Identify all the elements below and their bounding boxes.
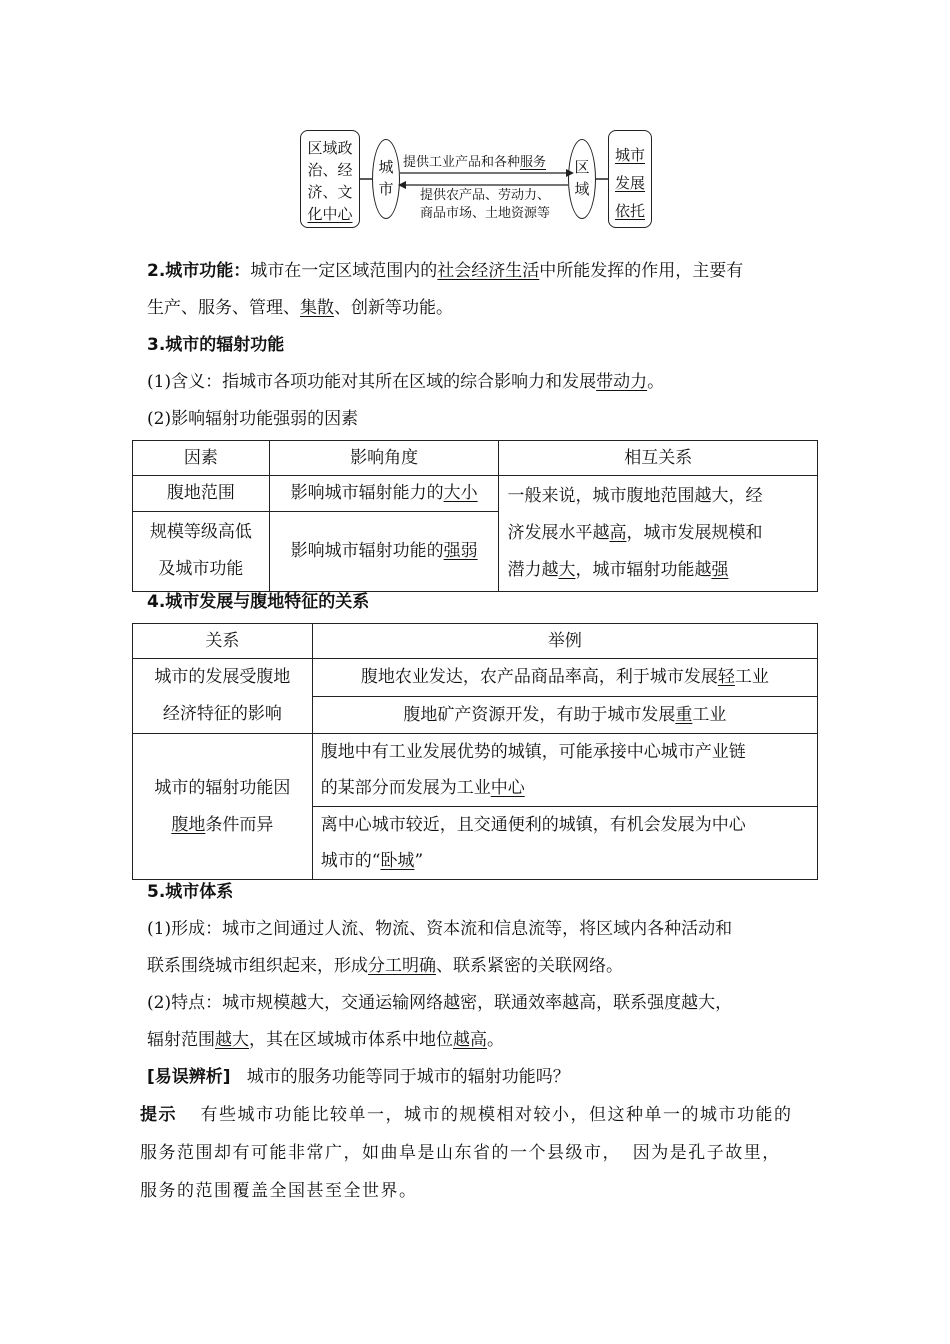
relation-cell: 一般来说，城市腹地范围越大，经 济发展水平越高，城市发展规模和 潜力越大，城市辐射功能越强 xyxy=(499,476,818,592)
example-cell: 腹地农业发达，农产品商品率高，利于城市发展轻工业 xyxy=(312,659,817,697)
city-system-feature-1: (2)特点：城市规模越大，交通运输网络越密，联通效率越高，联系强度越大， xyxy=(147,993,733,1013)
error-analysis-tag: [易误辨析] xyxy=(147,1067,231,1087)
radiation-factors-table xyxy=(132,440,818,592)
radiation-meaning: (1)含义：指城市各项功能对其所在区域的综合影响力和发展带动力。 xyxy=(147,372,665,392)
city-function-line-2: 生产、服务、管理、集散、创新等功能。 xyxy=(147,298,453,318)
header-factor: 因素 xyxy=(133,441,270,476)
radiation-heading: 3.城市的辐射功能 xyxy=(147,335,285,355)
header-relation: 相互关系 xyxy=(499,441,818,476)
city-ellipse xyxy=(372,139,400,219)
bottom-arrow-label: 提供农产品、劳动力、 商品市场、土地资源等 xyxy=(420,188,551,221)
region-char: 区 xyxy=(574,158,590,176)
table-header-row xyxy=(133,441,818,476)
angle-cell: 影响城市辐射能力的大小 xyxy=(269,476,499,512)
city-basis-box xyxy=(608,130,652,228)
city-char: 城 xyxy=(378,158,394,176)
table-row xyxy=(133,476,818,512)
region-center-line: 区域政 xyxy=(307,139,353,157)
table-row xyxy=(133,734,818,807)
top-arrow-label: 提供工业产品和各种服务 xyxy=(403,155,547,170)
region-center-line: 济、文 xyxy=(307,183,353,201)
region-char: 域 xyxy=(574,180,590,198)
example-cell: 腹地中有工业发展优势的城镇，可能承接中心城市产业链 的某部分而发展为工业中心 xyxy=(312,734,817,807)
table-header-row xyxy=(133,624,818,659)
city-basis-line: 城市 xyxy=(614,146,645,164)
city-system-formation-2: 联系围绕城市组织起来，形成分工明确、联系紧密的关联网络。 xyxy=(147,956,623,976)
hinterland-heading: 4.城市发展与腹地特征的关系 xyxy=(147,592,370,612)
region-center-line: 化中心 xyxy=(307,205,353,223)
city-basis-line: 发展 xyxy=(614,174,645,192)
tip-label: 提示 xyxy=(140,1105,177,1125)
relation-cell: 城市的发展受腹地 经济特征的影响 xyxy=(133,659,313,734)
radiation-factors-title: (2)影响辐射功能强弱的因素 xyxy=(147,409,359,429)
factor-cell: 腹地范围 xyxy=(133,476,270,512)
example-cell: 腹地矿产资源开发，有助于城市发展重工业 xyxy=(312,696,817,734)
factor-cell: 规模等级高低 及城市功能 xyxy=(133,511,270,591)
angle-cell: 影响城市辐射功能的强弱 xyxy=(269,511,499,591)
example-cell: 离中心城市较近，且交通便利的城镇，有机会发展为中心 城市的“卧城” xyxy=(312,807,817,880)
header-angle: 影响角度 xyxy=(269,441,499,476)
city-system-heading: 5.城市体系 xyxy=(147,882,234,902)
city-basis-line: 依托 xyxy=(614,202,645,220)
error-analysis: [易误辨析] 城市的服务功能等同于城市的辐射功能吗？ xyxy=(147,1067,570,1087)
header-example: 举例 xyxy=(312,624,817,659)
city-function-line-1: 2.城市功能：城市在一定区域范围内的社会经济生活中所能发挥的作用，主要有 xyxy=(147,261,744,281)
header-relation: 关系 xyxy=(133,624,313,659)
region-ellipse xyxy=(568,139,596,219)
tip-block: 提示 有些城市功能比较单一，城市的规模相对较小，但这种单一的城市功能的 服务范围却有可能非常广，如曲阜是山东省的一个县级市， 因为是孔子故里， 服务的范围覆盖全国甚至全世界。 xyxy=(140,1105,793,1201)
city-system-formation-1: (1)形成：城市之间通过人流、物流、资本流和信息流等，将区域内各种活动和 xyxy=(147,919,733,939)
city-region-diagram xyxy=(290,125,660,230)
city-system-feature-2: 辐射范围越大，其在区域城市体系中地位越高。 xyxy=(147,1030,504,1050)
relation-cell: 城市的辐射功能因 腹地条件而异 xyxy=(133,734,313,880)
region-center-line: 治、经 xyxy=(307,161,353,179)
city-char: 市 xyxy=(378,180,394,198)
table-row xyxy=(133,659,818,697)
hinterland-table xyxy=(132,623,818,880)
